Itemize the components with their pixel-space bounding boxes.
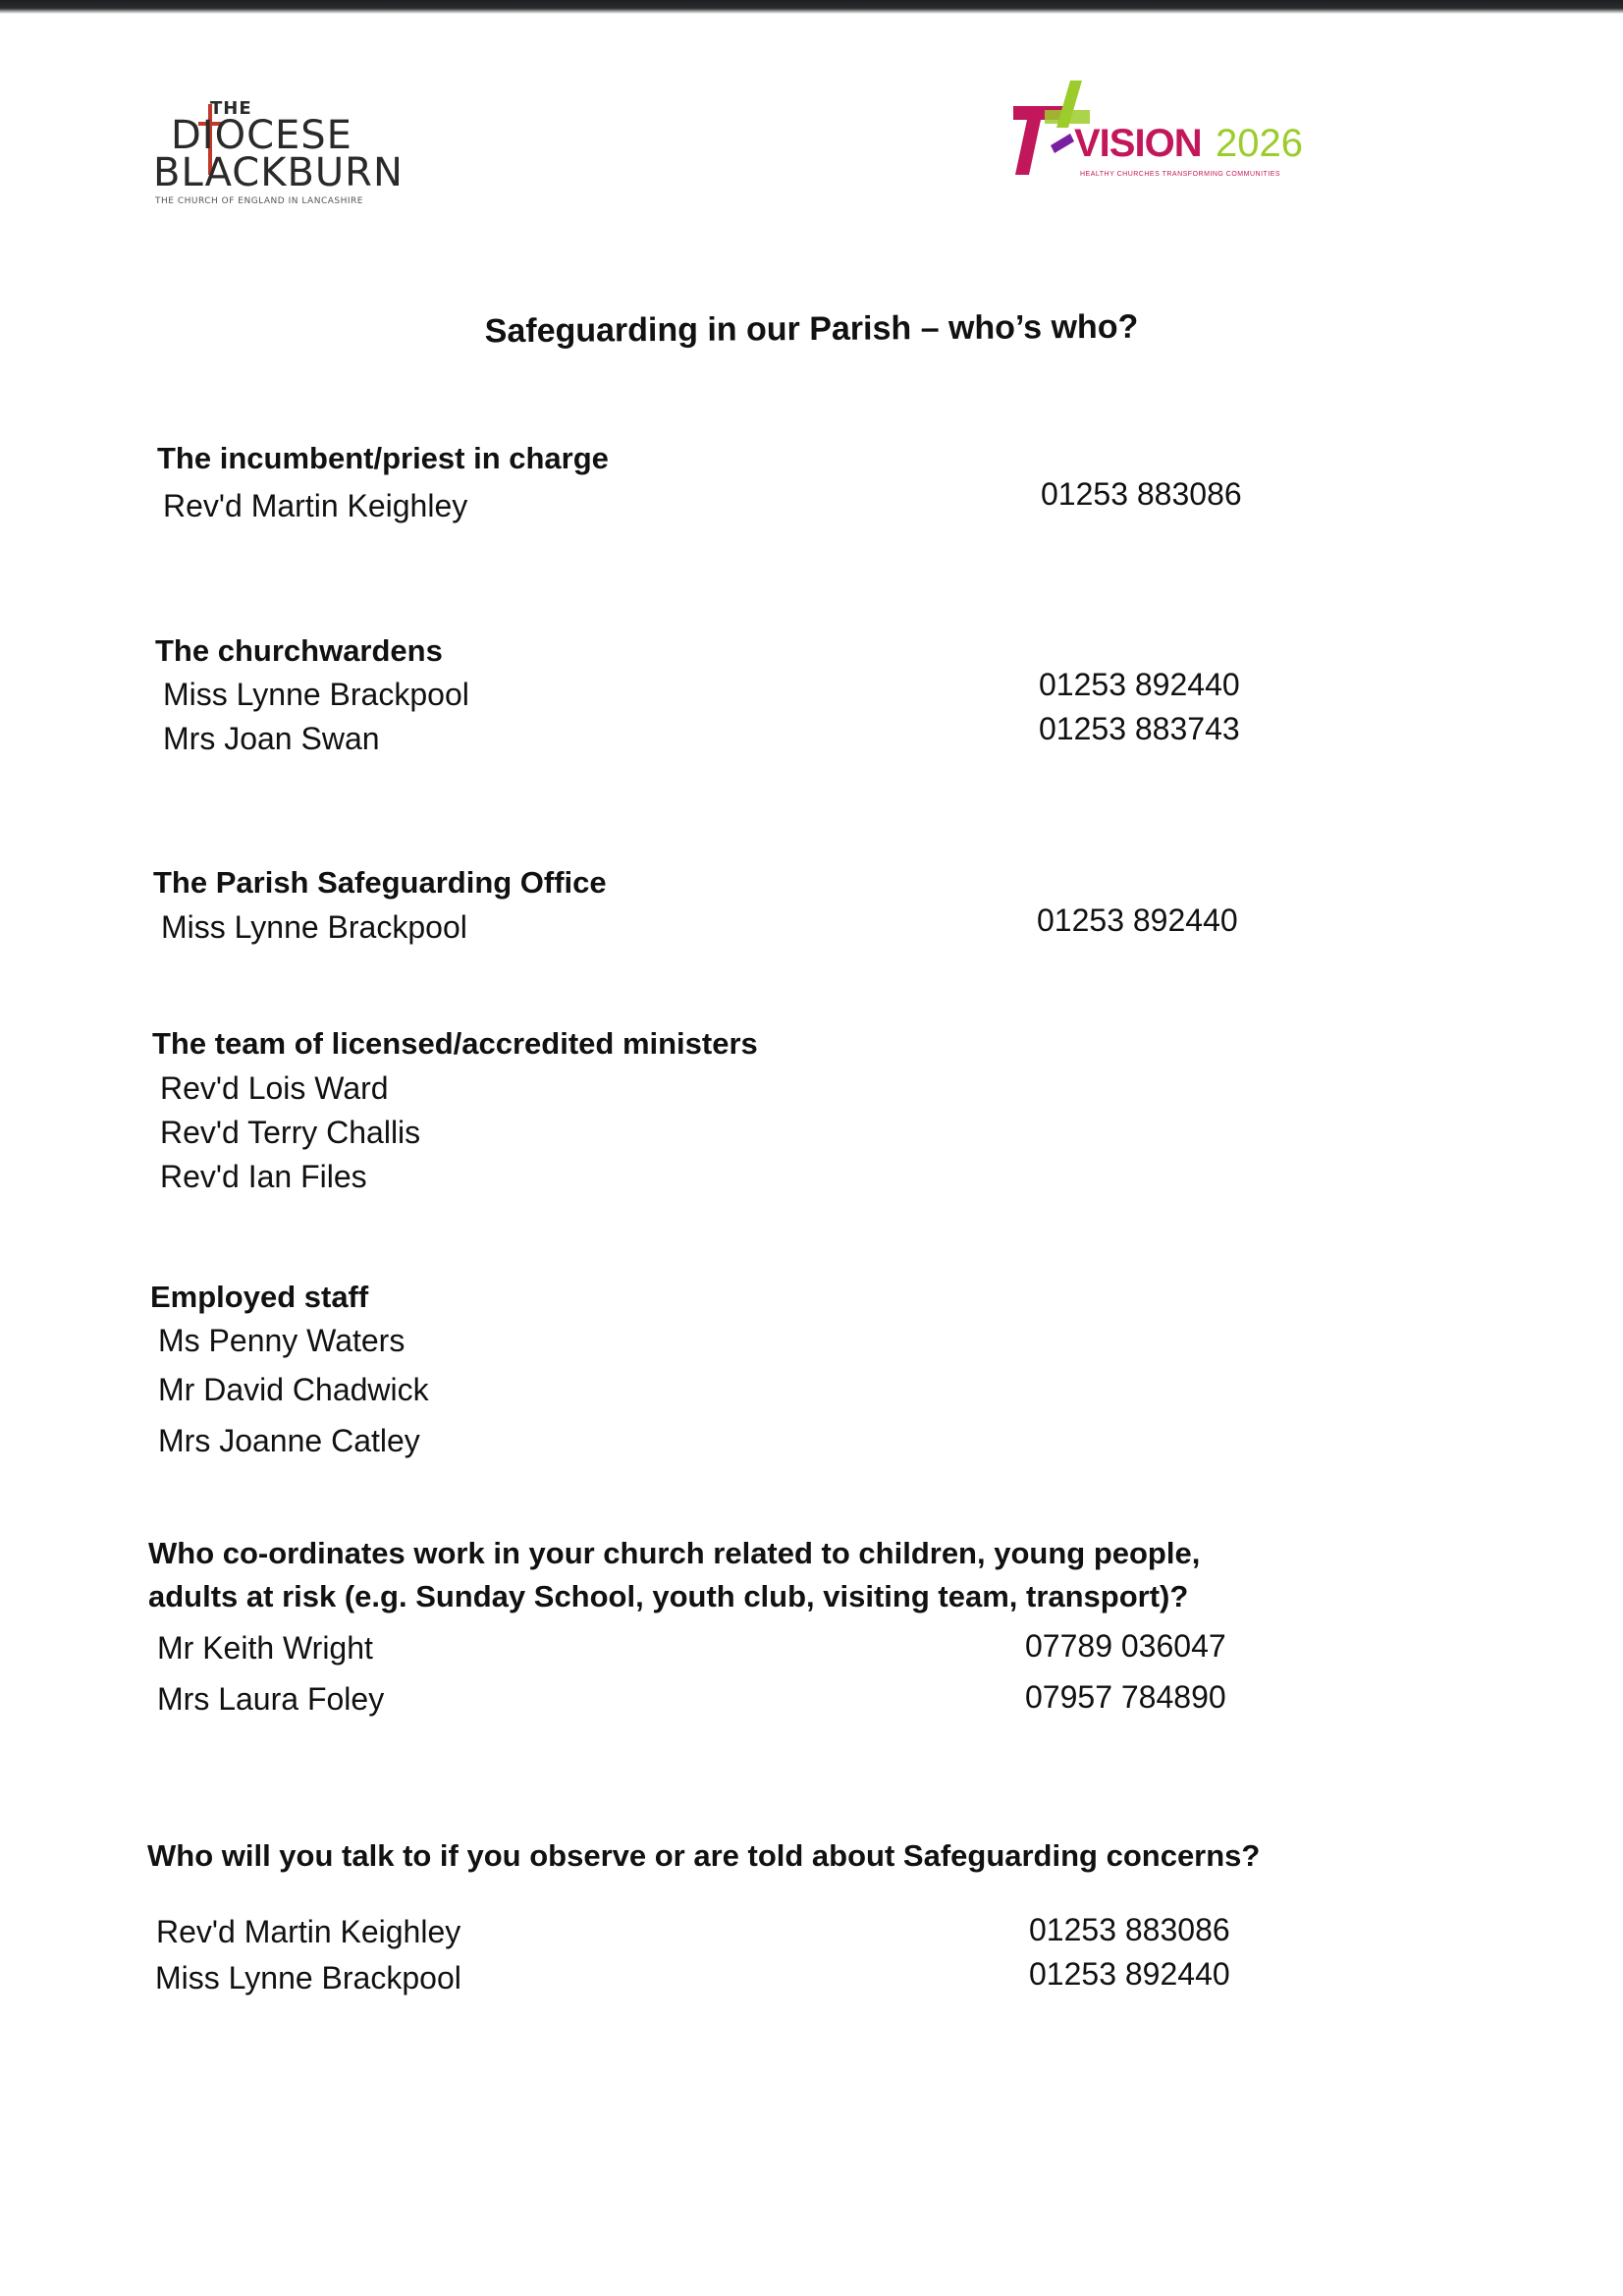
minister-name: Rev'd Lois Ward [160,1070,389,1106]
contact-name: Miss Lynne Brackpool [163,677,469,712]
contact-name: Mr Keith Wright [157,1630,373,1666]
staff-name: Ms Penny Waters [158,1323,406,1358]
contact-phone: 01253 892440 [1039,667,1240,702]
section-heading-line1: Who co-ordinates work in your church related to children, young people, [148,1536,1201,1570]
section-heading: The Parish Safeguarding Office [153,865,607,900]
contact-phone: 01253 883743 [1039,711,1240,746]
contact-phone: 01253 892440 [1029,1956,1230,1992]
logo-diocese-tagline: THE CHURCH OF ENGLAND IN LANCASHIRE [155,196,363,206]
section-heading: Employed staff [150,1280,369,1314]
page-title: Safeguarding in our Parish – who’s who? [484,307,1139,351]
section-heading: The churchwardens [155,633,443,668]
contact-name: Miss Lynne Brackpool [155,1960,461,1995]
section-heading: The team of licensed/accredited ministers [152,1026,758,1061]
logo-diocese-word: DIOCESE [171,113,352,158]
vision-word: VISION [1074,122,1202,165]
vision-year: 2026 [1216,122,1303,165]
contact-name: Mrs Laura Foley [157,1681,385,1717]
contact-phone: 07957 784890 [1025,1679,1226,1715]
vision-tagline: HEALTHY CHURCHES TRANSFORMING COMMUNITIES [1080,171,1281,178]
vision-2026-logo [1011,77,1316,185]
staff-name: Mrs Joanne Catley [158,1423,420,1458]
contact-phone: 01253 883086 [1029,1912,1230,1947]
contact-name: Miss Lynne Brackpool [161,909,467,945]
contact-name: Mrs Joan Swan [163,721,380,756]
minister-name: Rev'd Ian Files [160,1159,367,1194]
contact-phone: 01253 892440 [1037,902,1238,938]
section-heading-line2: adults at risk (e.g. Sunday School, youth club, visiting team, transport)? [148,1579,1189,1613]
logo-blackburn-word: BLACKBURN [153,150,404,195]
contact-name: Rev'd Martin Keighley [156,1914,461,1949]
section-heading: Who will you talk to if you observe or are told about Safeguarding concerns? [147,1838,1261,1873]
logo-the: THE [210,98,252,119]
contact-phone: 01253 883086 [1041,476,1242,512]
section-heading: The incumbent/priest in charge [157,441,609,475]
scan-edge [0,0,1623,14]
diocese-of-blackburn-logo [147,94,403,212]
contact-phone: 07789 036047 [1025,1628,1226,1664]
staff-name: Mr David Chadwick [158,1372,429,1407]
contact-name: Rev'd Martin Keighley [163,488,468,523]
minister-name: Rev'd Terry Challis [160,1115,421,1150]
